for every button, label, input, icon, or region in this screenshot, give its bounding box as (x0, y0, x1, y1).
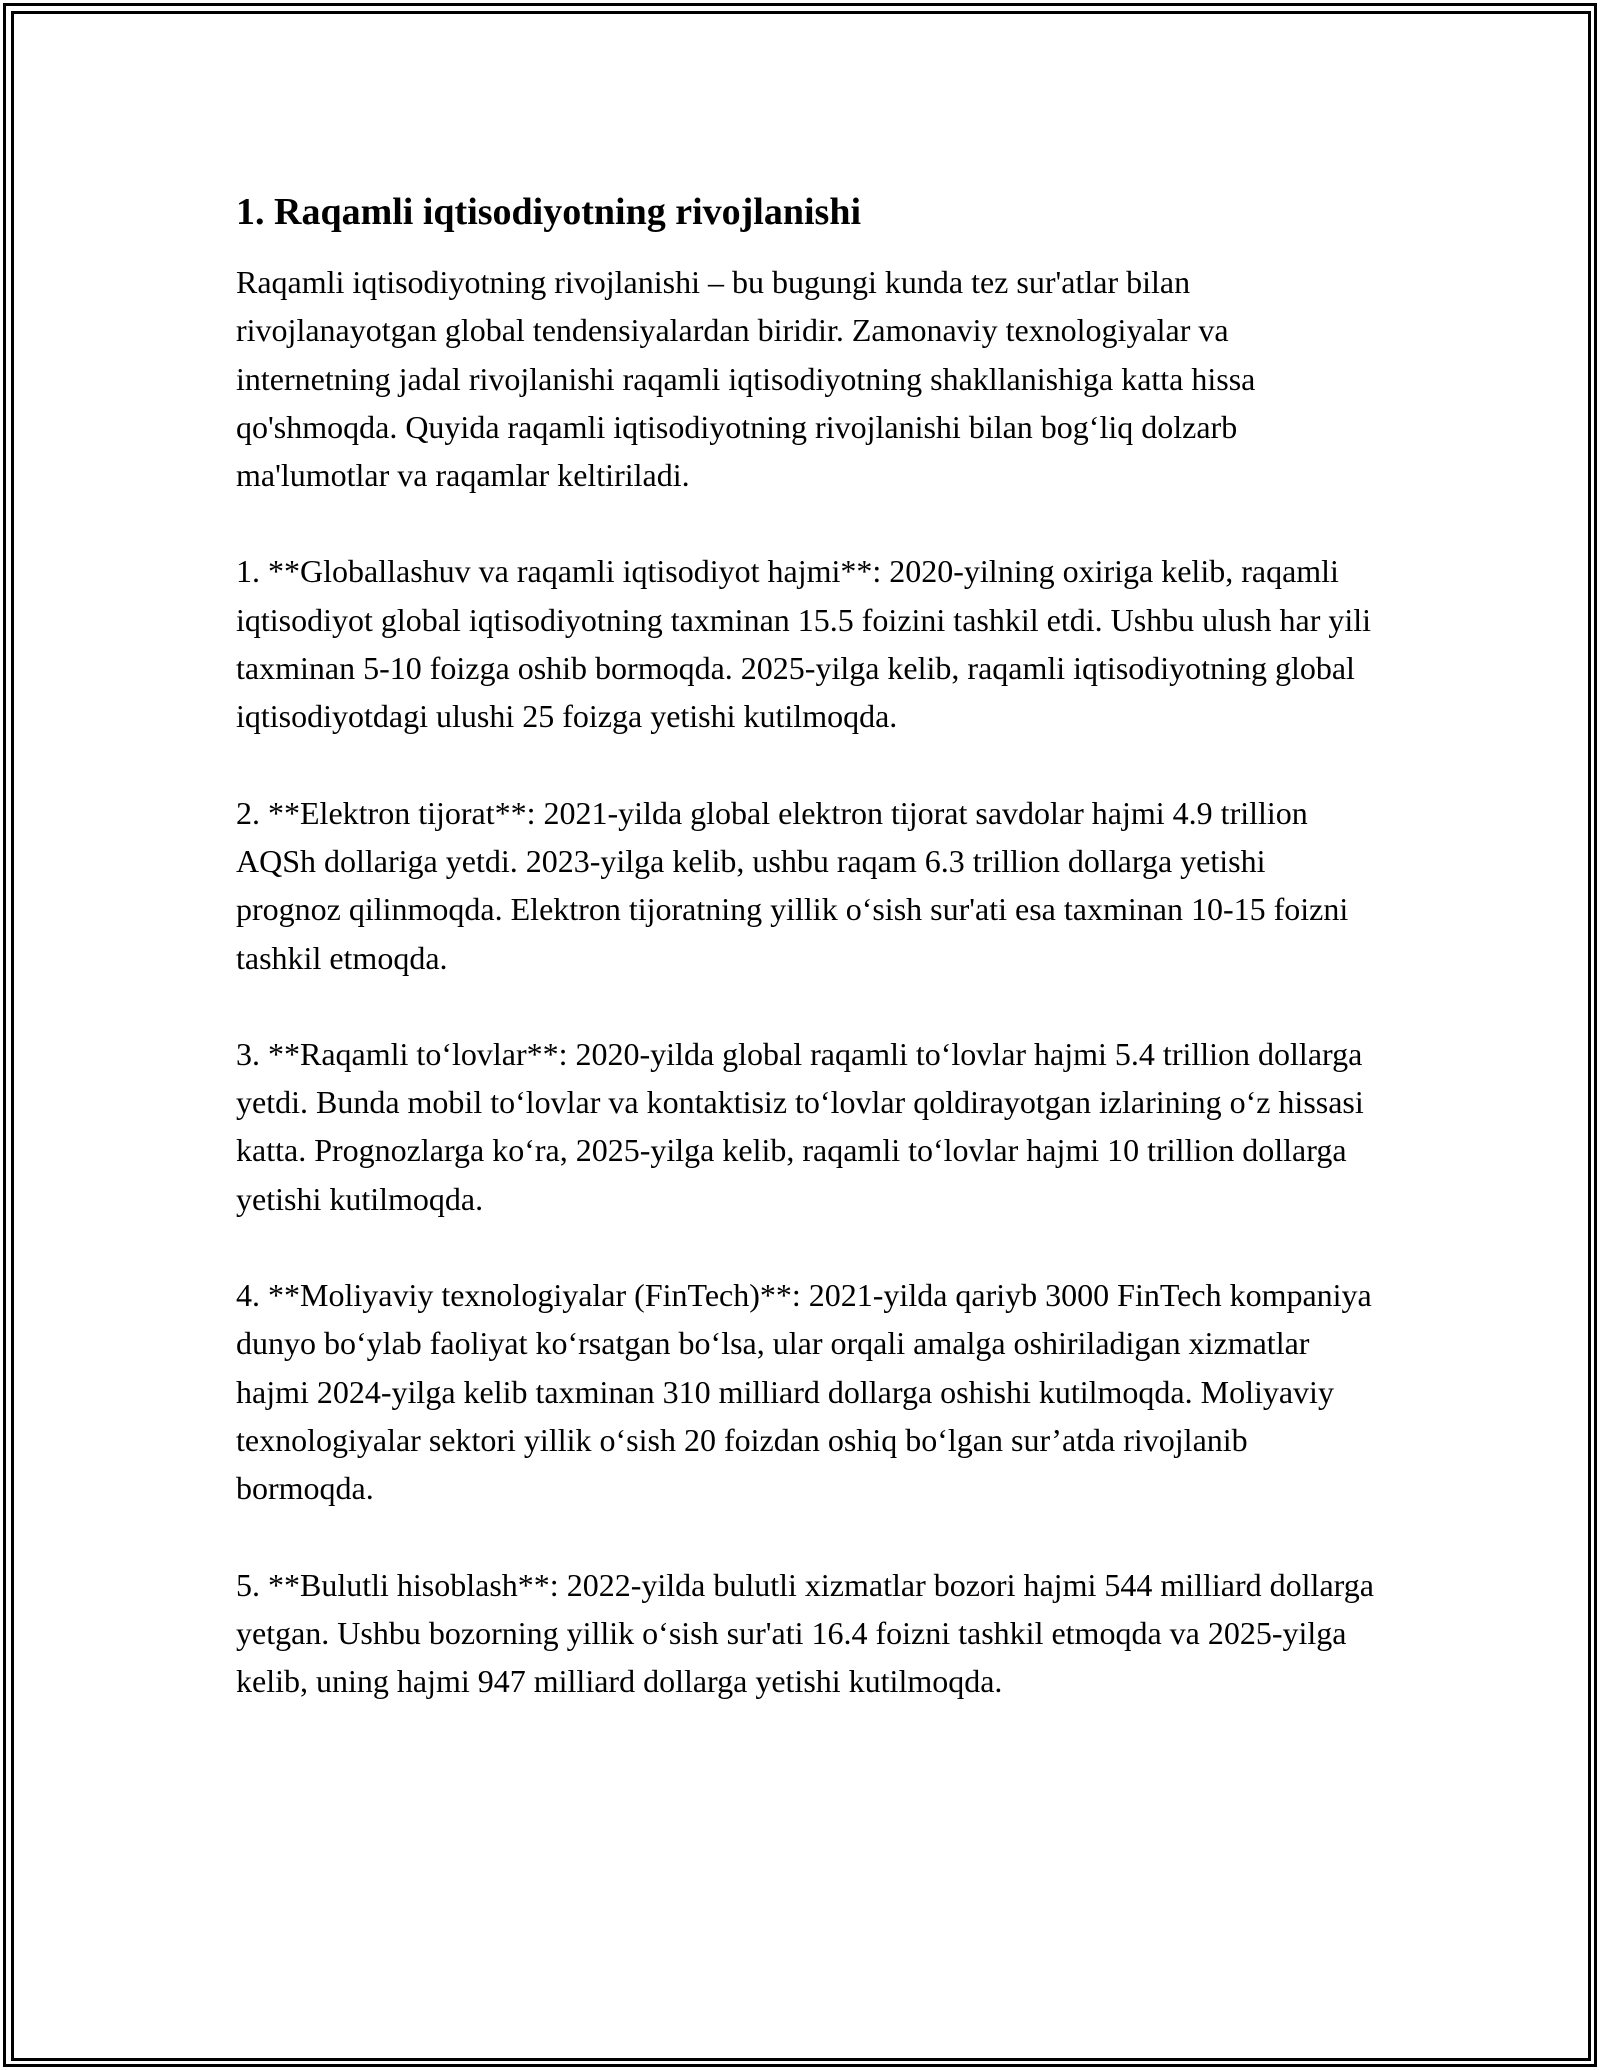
document-body (236, 188, 1382, 1753)
list-item: 2. **Elektron tijorat**: 2021-yilda global elektron tijorat savdolar hajmi 4.9 trillion AQSh dollariga yetdi. 2023-yilga kelib, ushbu raqam 6.3 trillion dollarga yetishi prognoz qilinmoqda. Elektron tijoratning yillik o‘sish sur'ati esa taxminan 10-15 foizni tashkil etmoqda. (236, 794, 1357, 976)
list-item: 4. **Moliyaviy texnologiyalar (FinTech)**: 2021-yilda qariyb 3000 FinTech kompaniya dunyo bo‘ylab faoliyat ko‘rsatgan bo‘lsa, ular orqali amalga oshiriladigan xizmatlar hajmi 2024-yilga kelib taxminan 310 milliard dollarga oshishi kutilmoqda. Moliyaviy texnologiyalar sektori yillik o‘sish 20 foizdan oshiq bo‘lgan sur’atda rivojlanib bormoqda. (236, 1277, 1380, 1507)
document-title: 1. Raqamli iqtisodiyotning rivojlanishi (236, 191, 862, 233)
list-item: 5. **Bulutli hisoblash**: 2022-yilda bulutli xizmatlar bozori hajmi 544 milliard dollarga yetgan. Ushbu bozorning yillik o‘sish sur'ati 16.4 foizni tashkil etmoqda va 2025-yilga kelib, uning hajmi 947 milliard dollarga yetishi kutilmoqda. (236, 1566, 1382, 1700)
list-item: 1. **Globallashuv va raqamli iqtisodiyot hajmi**: 2020-yilning oxiriga kelib, raqamli iqtisodiyot global iqtisodiyotning taxminan 15.5 foizini tashkil etdi. Ushbu ulush har yili taxminan 5-10 foizga oshib bormoqda. 2025-yilga kelib, raqamli iqtisodiyotning global iqtisodiyotdagi ulushi 25 foizga yetishi kutilmoqda. (236, 553, 1380, 735)
intro-paragraph: Raqamli iqtisodiyotning rivojlanishi – bu bugungi kunda tez sur'atlar bilan rivojlanayotgan global tendensiyalardan biridir. Zamonaviy texnologiyalar va internetning jadal rivojlanishi raqamli iqtisodiyotning shakllanishiga katta hissa qo'shmoqda. Quyida raqamli iqtisodiyotning rivojlanishi bilan bog‘liq dolzarb ma'lumotlar va raqamlar keltiriladi. (236, 264, 1264, 494)
list-item: 3. **Raqamli to‘lovlar**: 2020-yilda global raqamli to‘lovlar hajmi 5.4 trillion dollarga yetdi. Bunda mobil to‘lovlar va kontaktisiz to‘lovlar qoldirayotgan izlarining o‘z hissasi katta. Prognozlarga ko‘ra, 2025-yilga kelib, raqamli to‘lovlar hajmi 10 trillion dollarga yetishi kutilmoqda. (236, 1035, 1372, 1217)
